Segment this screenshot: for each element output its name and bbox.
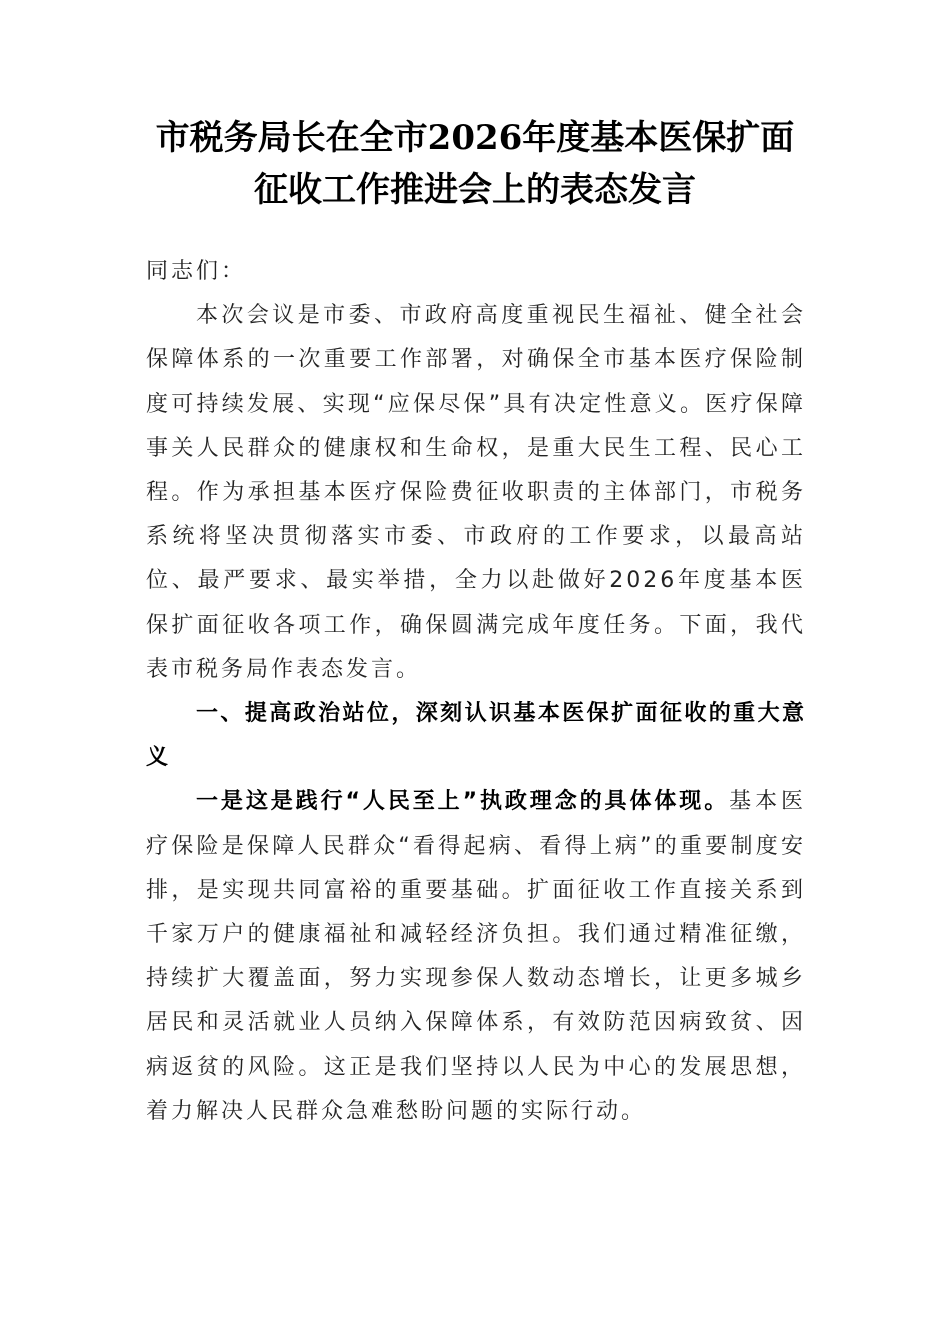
title-line-1: 市税务局长在全市2026年度基本医保扩面 — [155, 118, 795, 158]
title-line-2: 征收工作推进会上的表态发言 — [254, 170, 696, 210]
section-heading-1: 一、提高政治站位，深刻认识基本医保扩面征收的重大意义 — [146, 701, 806, 771]
document-title — [120, 112, 830, 216]
salutation: 同志们： — [146, 259, 247, 284]
point-1-paragraph — [146, 780, 806, 1134]
point-1-body: 基本医疗保险是保障人民群众“看得起病、看得上病”的重要制度安排，是实现共同富裕的重要基础。扩面征收工作直接关系到千家万户的健康福祉和减轻经济负担。我们通过精准征缴，持续扩大覆盖面，努力实现参保人数动态增长，让更多城乡居民和灵活就业人员纳入保障体系，有效防范因病致贫、因病返贫的风险。这正是我们坚持以人民为中心的发展思想，着力解决人民群众急难愁盼问题的实际行动。 — [146, 789, 806, 1124]
document-body — [146, 250, 806, 1134]
intro-paragraph: 本次会议是市委、市政府高度重视民生福祉、健全社会保障体系的一次重要工作部署，对确保全市基本医疗保险制度可持续发展、实现“应保尽保”具有决定性意义。医疗保障事关人民群众的健康权和生命权，是重大民生工程、民心工程。作为承担基本医疗保险费征收职责的主体部门，市税务系统将坚决贯彻落实市委、市政府的工作要求，以最高站位、最严要求、最实举措，全力以赴做好2026年度基本医保扩面征收各项工作，确保圆满完成年度任务。下面，我代表市税务局作表态发言。 — [146, 303, 806, 682]
point-1-lead: 一是这是践行“人民至上”执政理念的具体体现。 — [196, 789, 730, 815]
